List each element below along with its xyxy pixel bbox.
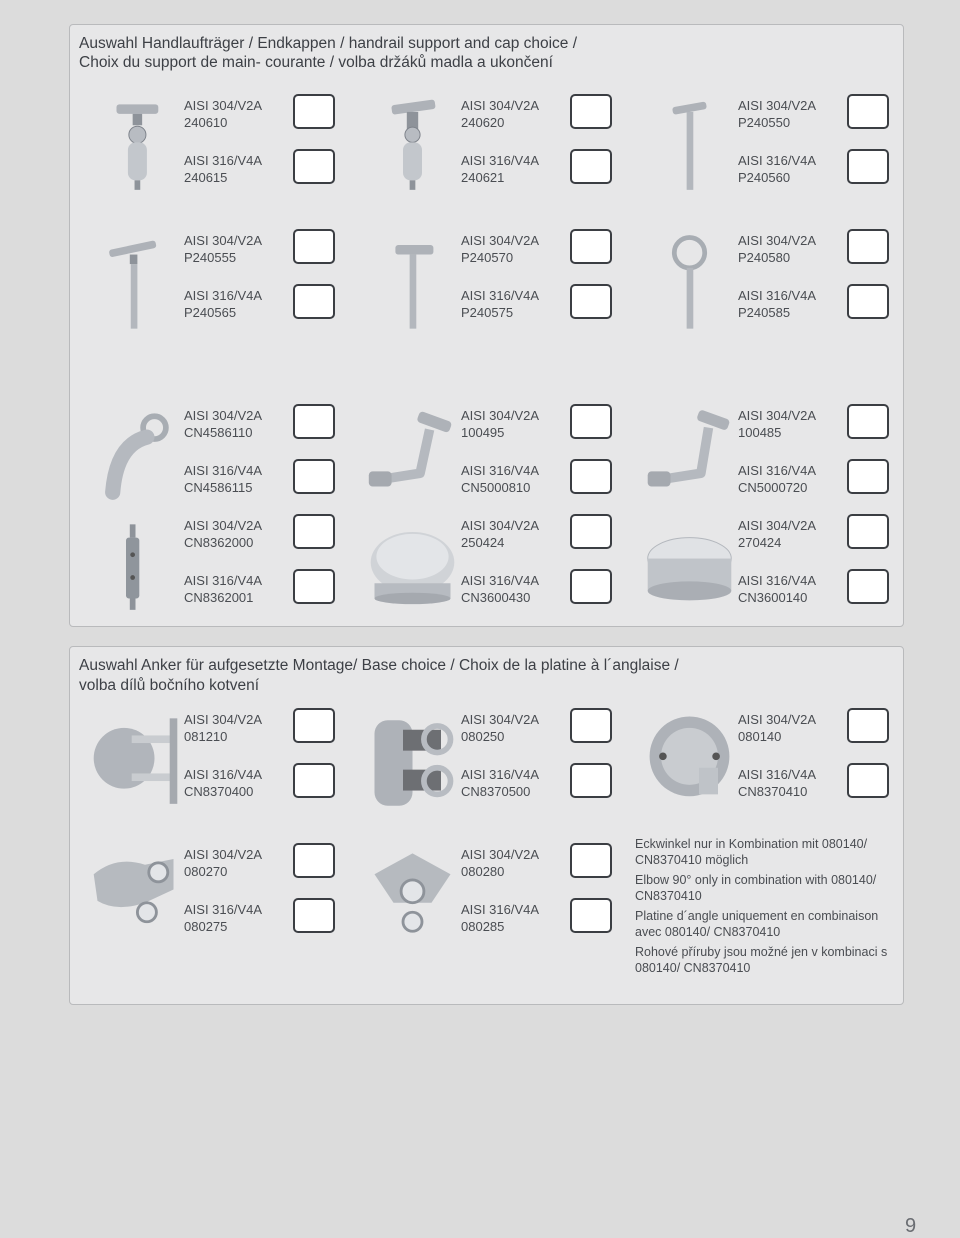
order-checkbox[interactable] [847, 708, 889, 743]
material-label: AISI 304/V2A [461, 712, 540, 727]
article-code: CN5000720 [738, 480, 808, 495]
variant-label [184, 97, 262, 131]
handrail-bracket-swivel-icon [365, 94, 460, 204]
article-code: 100485 [738, 425, 782, 440]
article-code: 080250 [461, 729, 505, 744]
order-checkbox[interactable] [293, 569, 335, 604]
article-code: P240580 [738, 250, 791, 265]
material-label: AISI 316/V4A [184, 288, 263, 303]
end-cap-domed-icon [365, 514, 460, 624]
order-checkbox[interactable] [293, 149, 335, 184]
combination-note [635, 836, 895, 980]
material-label: AISI 316/V4A [461, 288, 540, 303]
variant-label [461, 287, 539, 321]
material-label: AISI 316/V4A [738, 767, 817, 782]
article-code: CN8362000 [184, 535, 254, 550]
article-code: P240555 [184, 250, 237, 265]
article-code: 240610 [184, 115, 228, 130]
product-item [70, 94, 330, 204]
article-code: 080275 [184, 919, 228, 934]
article-code: P240570 [461, 250, 514, 265]
material-label: AISI 316/V4A [461, 153, 540, 168]
article-code: 100495 [461, 425, 505, 440]
variant-label [738, 97, 816, 131]
side-mount-plate-double-icon [88, 708, 183, 818]
article-code: P240585 [738, 305, 791, 320]
material-label: AISI 316/V4A [738, 463, 817, 478]
material-label: AISI 304/V2A [738, 518, 817, 533]
article-code: 081210 [184, 729, 228, 744]
article-code: 240615 [184, 170, 228, 185]
material-label: AISI 316/V4A [184, 767, 263, 782]
product-item [70, 843, 330, 953]
variant-label [738, 572, 816, 606]
product-item [70, 514, 330, 624]
article-code: 240621 [461, 170, 505, 185]
base-choice-panel [69, 646, 904, 1005]
article-code: 250424 [461, 535, 505, 550]
order-checkbox[interactable] [293, 459, 335, 494]
handrail-bracket-wall-arm-icon [365, 404, 460, 514]
material-label: AISI 304/V2A [738, 408, 817, 423]
material-label: AISI 304/V2A [461, 98, 540, 113]
variant-label [461, 572, 539, 606]
article-code: CN5000810 [461, 480, 531, 495]
variant-label [184, 572, 262, 606]
material-label: AISI 304/V2A [184, 233, 263, 248]
variant-label [461, 462, 539, 496]
order-checkbox[interactable] [570, 94, 612, 129]
order-checkbox[interactable] [570, 569, 612, 604]
variant-label [738, 711, 816, 745]
article-code: 080140 [738, 729, 782, 744]
corner-mount-elbow-icon [365, 843, 460, 953]
variant-label [461, 766, 539, 800]
variant-label [461, 711, 539, 745]
material-label: AISI 316/V4A [738, 573, 817, 588]
article-code: CN3600140 [738, 590, 808, 605]
order-checkbox[interactable] [570, 404, 612, 439]
product-item [624, 94, 884, 204]
order-checkbox[interactable] [570, 763, 612, 798]
note-fr: Platine d´angle uniquement en combinaison avec 080140/ CN8370410 [635, 909, 879, 939]
article-code: CN4586110 [184, 425, 253, 440]
side-mount-round-plate-icon [642, 708, 737, 818]
article-code: 080280 [461, 864, 505, 879]
material-label: AISI 316/V4A [184, 153, 263, 168]
order-checkbox[interactable] [570, 229, 612, 264]
order-checkbox[interactable] [847, 569, 889, 604]
variant-label [738, 407, 816, 441]
material-label: AISI 304/V2A [738, 233, 817, 248]
article-code: 080285 [461, 919, 505, 934]
connector-pin-icon [88, 514, 183, 624]
product-item [347, 229, 607, 339]
variant-label [461, 517, 539, 551]
variant-label [461, 846, 539, 880]
product-item [347, 404, 607, 514]
handrail-bracket-curved-ring-icon [88, 404, 183, 514]
material-label: AISI 304/V2A [461, 847, 540, 862]
order-checkbox[interactable] [293, 763, 335, 798]
end-cap-flat-icon [642, 514, 737, 624]
variant-label [184, 232, 262, 266]
product-item [624, 708, 884, 818]
order-checkbox[interactable] [293, 843, 335, 878]
material-label: AISI 304/V2A [461, 233, 540, 248]
product-item [624, 404, 884, 514]
article-code: CN8370400 [184, 784, 254, 799]
material-label: AISI 304/V2A [184, 847, 263, 862]
variant-label [184, 766, 262, 800]
material-label: AISI 316/V4A [461, 463, 540, 478]
material-label: AISI 316/V4A [738, 288, 817, 303]
material-label: AISI 316/V4A [461, 767, 540, 782]
handrail-bracket-ring-pin-icon [642, 229, 737, 339]
order-checkbox[interactable] [570, 708, 612, 743]
side-mount-clamp-double-icon [365, 708, 460, 818]
variant-label [184, 407, 262, 441]
article-code: P240575 [461, 305, 514, 320]
material-label: AISI 316/V4A [461, 902, 540, 917]
note-de: Eckwinkel nur in Kombination mit 080140/ CN8370410 möglich [635, 837, 868, 867]
article-code: P240565 [184, 305, 237, 320]
handrail-bracket-adjustable-icon [88, 94, 183, 204]
product-item [347, 708, 607, 818]
product-item [624, 514, 884, 624]
section-title-line-1: Auswahl Handlaufträger / Endkappen / handrail support and cap choice / [79, 35, 578, 52]
article-code: CN4586115 [184, 480, 253, 495]
article-code: 080270 [184, 864, 228, 879]
handrail-bracket-flat-pin-icon [365, 229, 460, 339]
note-en: Elbow 90° only in combination with 080140/ CN8370410 [635, 873, 877, 903]
handrail-support-panel [69, 24, 904, 627]
order-checkbox[interactable] [570, 149, 612, 184]
product-item [624, 229, 884, 339]
order-checkbox[interactable] [570, 459, 612, 494]
product-item [347, 514, 607, 624]
variant-label [738, 152, 816, 186]
section-title-line-2: volba dílů bočního kotvení [79, 677, 260, 694]
variant-label [738, 517, 816, 551]
material-label: AISI 304/V2A [738, 98, 817, 113]
variant-label [184, 517, 262, 551]
article-code: P240560 [738, 170, 791, 185]
variant-label [461, 152, 539, 186]
article-code: CN8362001 [184, 590, 254, 605]
variant-label [184, 462, 262, 496]
note-cz: Rohové příruby jsou možné jen v kombinaci s 080140/ CN8370410 [635, 945, 888, 975]
product-item [347, 94, 607, 204]
order-checkbox[interactable] [293, 229, 335, 264]
product-item [70, 708, 330, 818]
material-label: AISI 316/V4A [461, 573, 540, 588]
order-checkbox[interactable] [847, 763, 889, 798]
variant-label [184, 846, 262, 880]
handrail-bracket-straight-pin-icon [642, 94, 737, 204]
product-item [347, 843, 607, 953]
order-checkbox[interactable] [293, 94, 335, 129]
material-label: AISI 304/V2A [184, 98, 263, 113]
order-checkbox[interactable] [847, 459, 889, 494]
article-code: P240550 [738, 115, 791, 130]
variant-label [738, 766, 816, 800]
article-code: CN8370410 [738, 784, 808, 799]
section-title-line-2: Choix du support de main- courante / volba držáků madla a ukončení [79, 54, 553, 71]
variant-label [461, 901, 539, 935]
variant-label [184, 711, 262, 745]
product-item [70, 229, 330, 339]
handrail-bracket-wall-arm-2-icon [642, 404, 737, 514]
variant-label [461, 97, 539, 131]
order-checkbox[interactable] [293, 284, 335, 319]
variant-label [738, 232, 816, 266]
order-checkbox[interactable] [847, 94, 889, 129]
order-checkbox[interactable] [570, 514, 612, 549]
variant-label [461, 407, 539, 441]
variant-label [461, 232, 539, 266]
order-checkbox[interactable] [847, 149, 889, 184]
variant-label [738, 462, 816, 496]
article-code: 270424 [738, 535, 782, 550]
variant-label [184, 287, 262, 321]
order-checkbox[interactable] [570, 898, 612, 933]
material-label: AISI 304/V2A [184, 712, 263, 727]
article-code: CN3600430 [461, 590, 531, 605]
variant-label [738, 287, 816, 321]
material-label: AISI 304/V2A [184, 408, 263, 423]
order-checkbox[interactable] [570, 284, 612, 319]
variant-label [184, 152, 262, 186]
material-label: AISI 316/V4A [184, 573, 263, 588]
variant-label [184, 901, 262, 935]
order-checkbox[interactable] [847, 514, 889, 549]
material-label: AISI 316/V4A [738, 153, 817, 168]
order-checkbox[interactable] [293, 404, 335, 439]
order-checkbox[interactable] [570, 843, 612, 878]
material-label: AISI 316/V4A [184, 463, 263, 478]
order-checkbox[interactable] [847, 404, 889, 439]
material-label: AISI 304/V2A [461, 408, 540, 423]
material-label: AISI 304/V2A [184, 518, 263, 533]
order-checkbox[interactable] [293, 708, 335, 743]
page-number: 9 [905, 1215, 917, 1237]
material-label: AISI 304/V2A [461, 518, 540, 533]
order-checkbox[interactable] [847, 284, 889, 319]
material-label: AISI 304/V2A [738, 712, 817, 727]
order-checkbox[interactable] [293, 514, 335, 549]
handrail-bracket-tilt-pin-icon [88, 229, 183, 339]
section-title-line-1: Auswahl Anker für aufgesetzte Montage/ Base choice / Choix de la platine à l´anglaise / [79, 657, 679, 674]
product-item [70, 404, 330, 514]
article-code: 240620 [461, 115, 505, 130]
article-code: CN8370500 [461, 784, 531, 799]
order-checkbox[interactable] [293, 898, 335, 933]
corner-mount-bracket-icon [88, 843, 183, 953]
order-checkbox[interactable] [847, 229, 889, 264]
material-label: AISI 316/V4A [184, 902, 263, 917]
